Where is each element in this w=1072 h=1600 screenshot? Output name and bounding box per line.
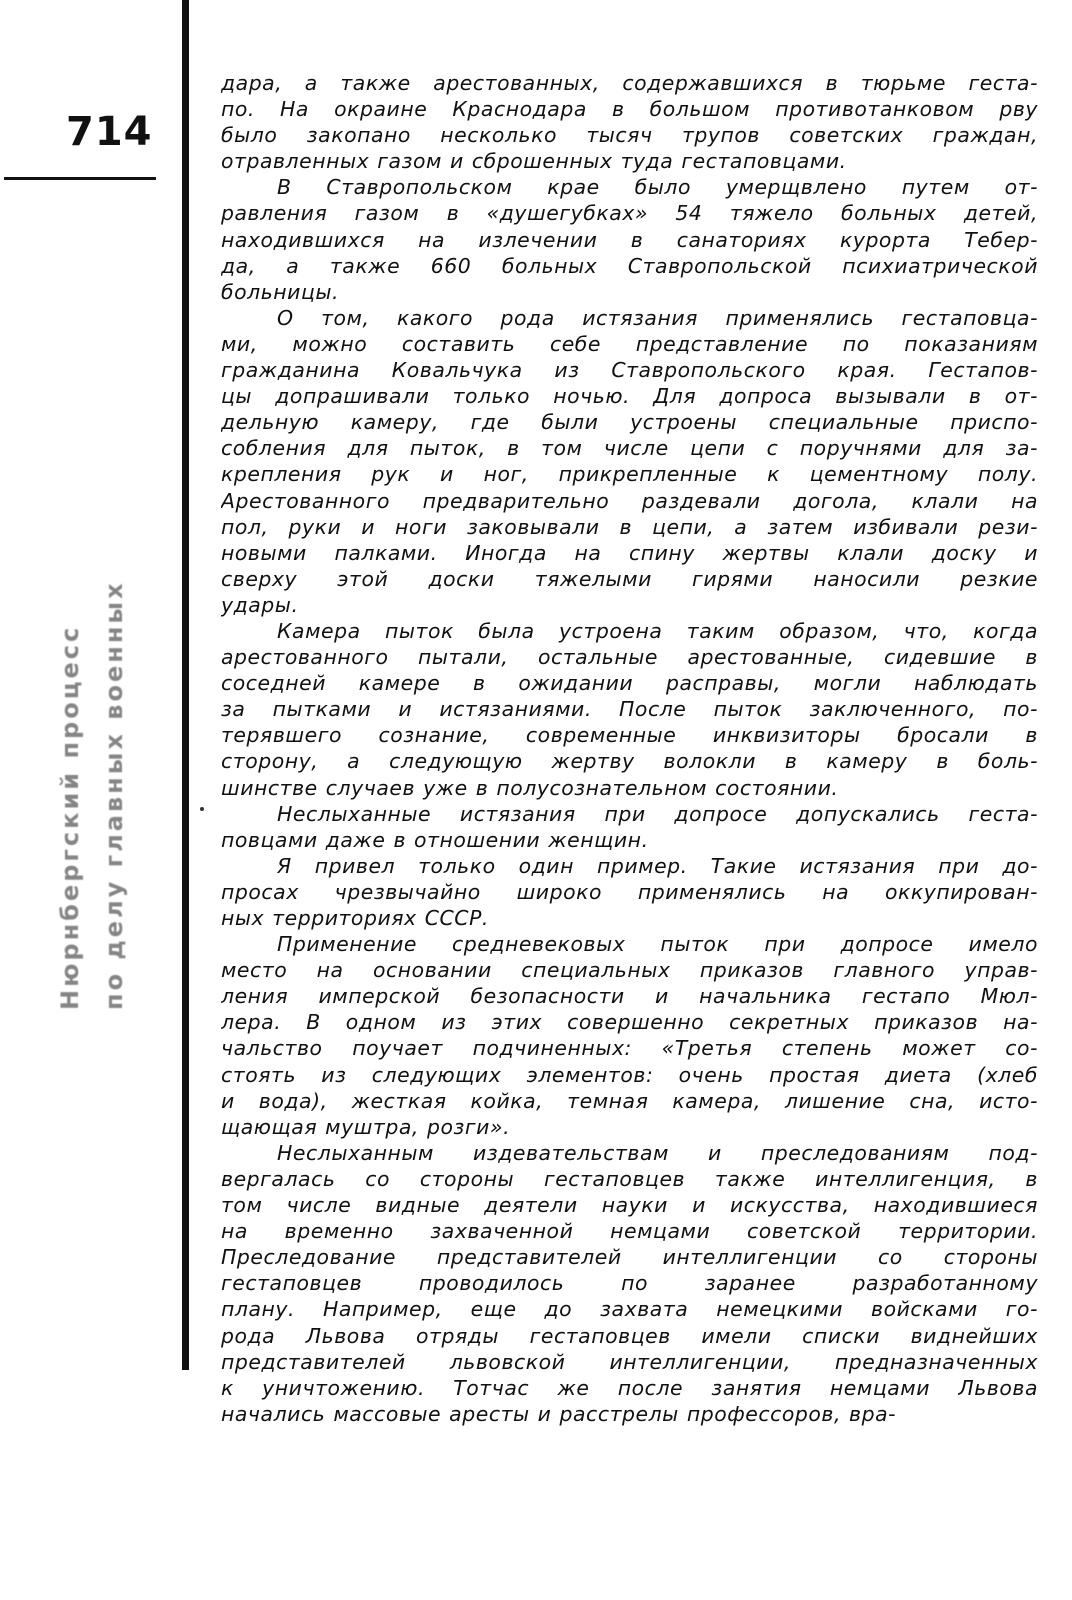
text-line: плану. Например, еще до захвата немецкими войсками го- [221, 1297, 1038, 1322]
text-line: Неслыханным издевательствам и преследованиям под- [277, 1140, 1038, 1165]
paragraph [221, 1140, 1038, 1427]
text-line: повцами даже в отношении женщин. [221, 827, 649, 852]
text-line: шинстве случаев уже в полусознательном состоянии. [221, 775, 839, 800]
text-line: сторону, а следующую жертву волокли в камеру в боль- [221, 749, 1038, 774]
text-line: Применение средневековых пыток при допросе имело [277, 932, 1038, 957]
text-line: просах чрезвычайно широко применялись на оккупирован- [221, 879, 1038, 904]
text-line: дельную камеру, где были устроены специальные приспо- [221, 410, 1038, 435]
text-line: к уничтожению. Тотчас же после занятия немцами Львова [221, 1375, 1038, 1400]
text-line: О том, какого рода истязания применялись гестаповца- [277, 305, 1038, 330]
text-line: собления для пыток, в том числе цепи с поручнями для за- [221, 436, 1038, 461]
text-line: Арестованного предварительно раздевали догола, клали на [221, 488, 1038, 513]
text-line: удары. [221, 592, 299, 617]
text-line: Преследование представителей интеллигенции со стороны [221, 1245, 1038, 1270]
body-text [221, 70, 1038, 1427]
text-line: гражданина Ковальчука из Ставропольского края. Гестапов- [221, 358, 1038, 383]
paragraph [221, 70, 1038, 174]
paragraph [221, 174, 1038, 304]
text-line: чальство поучает подчиненных: «Третья степень может со- [221, 1036, 1038, 1061]
text-line: представителей львовской интеллигенции, предназначенных [221, 1349, 1038, 1374]
text-line: по. На окраине Краснодара в большом противотанковом рву [221, 97, 1038, 122]
page-number: 714 [66, 109, 153, 155]
text-line: крепления рук и ног, прикрепленные к цементному полу. [221, 462, 1038, 487]
text-line: за пытками и истязаниями. После пыток заключенного, по- [221, 697, 1038, 722]
text-line: лера. В одном из этих совершенно секретных приказов на- [221, 1010, 1038, 1035]
paragraph [221, 305, 1038, 618]
text-line: пол, руки и ноги заковывали в цепи, а затем избивали рези- [221, 514, 1038, 539]
text-line: было закопано несколько тысяч трупов советских граждан, [221, 123, 1038, 148]
text-line: да, а также 660 больных Ставропольской психиатрической [221, 253, 1038, 278]
text-line: вергалась со стороны гестаповцев также интеллигенция, в [221, 1166, 1038, 1191]
running-head-line-1: Нюрнбергский процесс [56, 624, 84, 1010]
text-line: находившихся на излечении в санаториях курорта Тебер- [221, 227, 1038, 252]
text-line: Я привел только один пример. Такие истязания при до- [277, 853, 1038, 878]
text-line: отравленных газом и сброшенных туда гестаповцами. [221, 149, 847, 174]
text-line: В Ставропольском крае было умерщвлено путем от- [277, 175, 1038, 200]
text-line: ления имперской безопасности и начальника гестапо Мюл- [221, 984, 1038, 1009]
text-line: стоять из следующих элементов: очень простая диета (хлеб [221, 1062, 1038, 1087]
text-line: цы допрашивали только ночью. Для допроса вызывали в от- [221, 384, 1038, 409]
text-line: терявшего сознание, современные инквизиторы бросали в [221, 723, 1038, 748]
running-head [48, 180, 136, 1010]
text-line: новыми палками. Иногда на спину жертвы клали доску и [221, 540, 1038, 565]
text-line: Неслыханные истязания при допросе допускались геста- [277, 801, 1038, 826]
text-line: место на основании специальных приказов главного управ- [221, 958, 1038, 983]
text-line: щающая муштра, розги». [221, 1114, 511, 1139]
text-line: сверху этой доски тяжелыми гирями наносили резкие [221, 566, 1038, 591]
text-line: больницы. [221, 279, 340, 304]
text-line: ных территориях СССР. [221, 906, 489, 930]
text-line: Камера пыток была устроена таким образом, что, когда [277, 618, 1038, 643]
text-line: начались массовые аресты и расстрелы профессоров, вра- [221, 1401, 897, 1426]
text-line: гестаповцев проводилось по заранее разработанному [221, 1271, 1038, 1296]
running-head-line-2: по делу главных военных [100, 580, 128, 1010]
paragraph [221, 931, 1038, 1140]
paragraph [221, 801, 1038, 853]
text-line: дара, а также арестованных, содержавшихся в тюрьме геста- [221, 71, 1038, 95]
paragraph [221, 618, 1038, 801]
text-line: арестованного пытали, остальные арестованные, сидевшие в [221, 645, 1038, 670]
text-line: равления газом в «душегубках» 54 тяжело больных детей, [221, 201, 1038, 226]
text-line: на временно захваченной немцами советской территории. [221, 1219, 1038, 1244]
text-line: рода Львова отряды гестаповцев имели списки виднейших [221, 1323, 1038, 1348]
text-line: ми, можно составить себе представление по показаниям [221, 331, 1038, 356]
text-line: соседней камере в ожидании расправы, могли наблюдать [221, 671, 1038, 696]
text-line: и вода), жесткая койка, темная камера, лишение сна, исто- [221, 1088, 1038, 1113]
text-line: том числе видные деятели науки и искусства, находившиеся [221, 1193, 1038, 1218]
margin-mark [200, 807, 204, 811]
paragraph [221, 853, 1038, 931]
margin-rule [182, 0, 189, 1370]
